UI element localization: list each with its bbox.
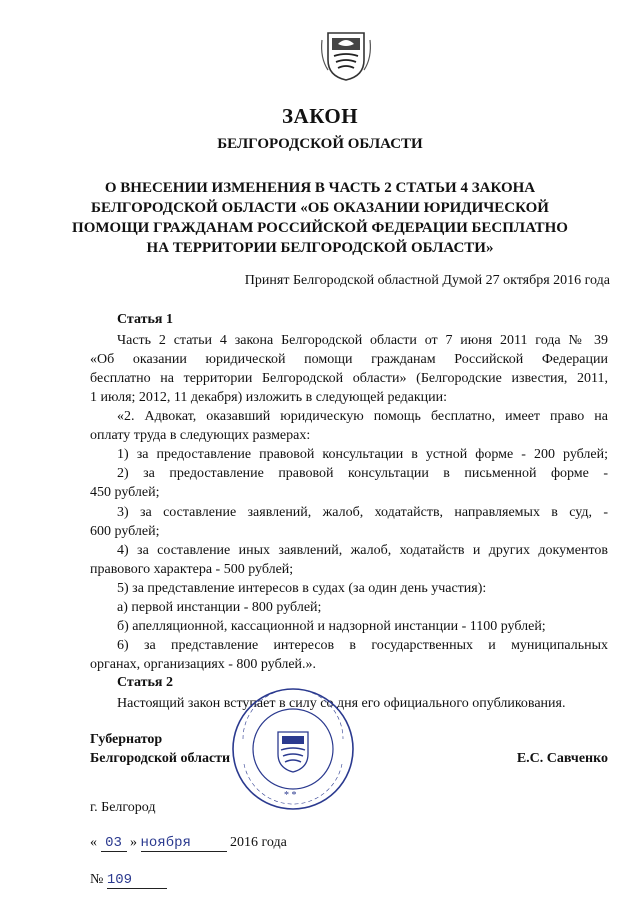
law-subject-line: ПОМОЩИ ГРАЖДАНАМ РОССИЙСКОЙ ФЕДЕРАЦИИ БЕСПЛАТНО [72,220,568,236]
signing-date [90,835,287,852]
number-value: 109 [107,872,167,889]
adoption-note: Принят Белгородской областной Думой 27 октября 2016 года [244,273,610,288]
article-1-line: Часть 2 статьи 4 закона Белгородской области от 7 июня 2011 года № 39 [117,333,608,348]
document-number [90,872,167,889]
article-1-line: бесплатно на территории Белгородской области» (Белгородские известия, 2011, [90,371,608,386]
law-title: ЗАКОН [281,104,359,128]
article-1-line: 2) за предоставление правовой консультации в письменной форме - [117,466,608,481]
article-2-heading: Статья 2 [117,675,173,690]
signatory-name: Е.С. Савченко [516,751,608,766]
article-1-line: «Об оказании юридической помощи гражданам Российской Федерации [90,352,608,367]
svg-text:* *: * * [284,790,297,801]
date-year: 2016 года [230,835,287,850]
article-1-line: 450 рублей; [90,485,160,500]
article-1-line: 1) за предоставление правовой консультации в устной форме - 200 рублей; [117,447,608,462]
article-1-line: б) апелляционной, кассационной и надзорной инстанции - 1100 рублей; [117,619,546,634]
law-subject-line: НА ТЕРРИТОРИИ БЕЛГОРОДСКОЙ ОБЛАСТИ» [146,240,494,256]
article-1-line: 5) за представление интересов в судах (за один день участия): [117,581,487,596]
signatory-position-line: Губернатор [90,732,163,747]
article-1-heading: Статья 1 [117,312,173,327]
date-month: ноября [141,835,227,852]
city-label: г. Белгород [90,800,156,815]
article-1-line: 6) за представление интересов в государственных и муниципальных [117,638,608,653]
article-1-line: 1 июля; 2012, 11 декабря) изложить в следующей редакции: [90,390,448,405]
article-1-line: «2. Адвокат, оказавший юридическую помощь бесплатно, имеет право на [117,409,608,424]
signatory-position [90,730,230,768]
article-1-line: 3) за составление заявлений, жалоб, ходатайств, направляемых в суд, - [117,505,608,520]
law-subject-line: БЕЛГОРОДСКОЙ ОБЛАСТИ «ОБ ОКАЗАНИИ ЮРИДИЧЕСКОЙ [91,200,549,216]
law-subject-line: О ВНЕСЕНИИ ИЗМЕНЕНИЯ В ЧАСТЬ 2 СТАТЬИ 4 ЗАКОНА [104,180,536,196]
date-day: 03 [101,835,127,852]
article-1-line: правового характера - 500 рублей; [90,562,294,577]
article-1-line: органах, организациях - 800 рублей.». [90,657,317,672]
date-open-quote: « [90,835,97,850]
article-1-line: а) первой инстанции - 800 рублей; [117,600,322,615]
signatory-position-line: Белгородской области [90,751,231,766]
article-1-line: 4) за составление иных заявлений, жалоб, ходатайств и других документов [117,543,608,558]
date-close-quote: » [130,835,137,850]
region-title: БЕЛГОРОДСКОЙ ОБЛАСТИ [217,136,423,152]
article-1-line: 600 рублей; [90,524,160,539]
law-subject [0,178,640,258]
official-stamp [228,684,358,814]
article-1-line: оплату труда в следующих размерах: [90,428,311,443]
number-label: № [90,872,104,887]
article-2-text: Настоящий закон вступает в силу со дня его официального опубликования. [117,696,566,711]
coat-of-arms-emblem [318,30,374,82]
